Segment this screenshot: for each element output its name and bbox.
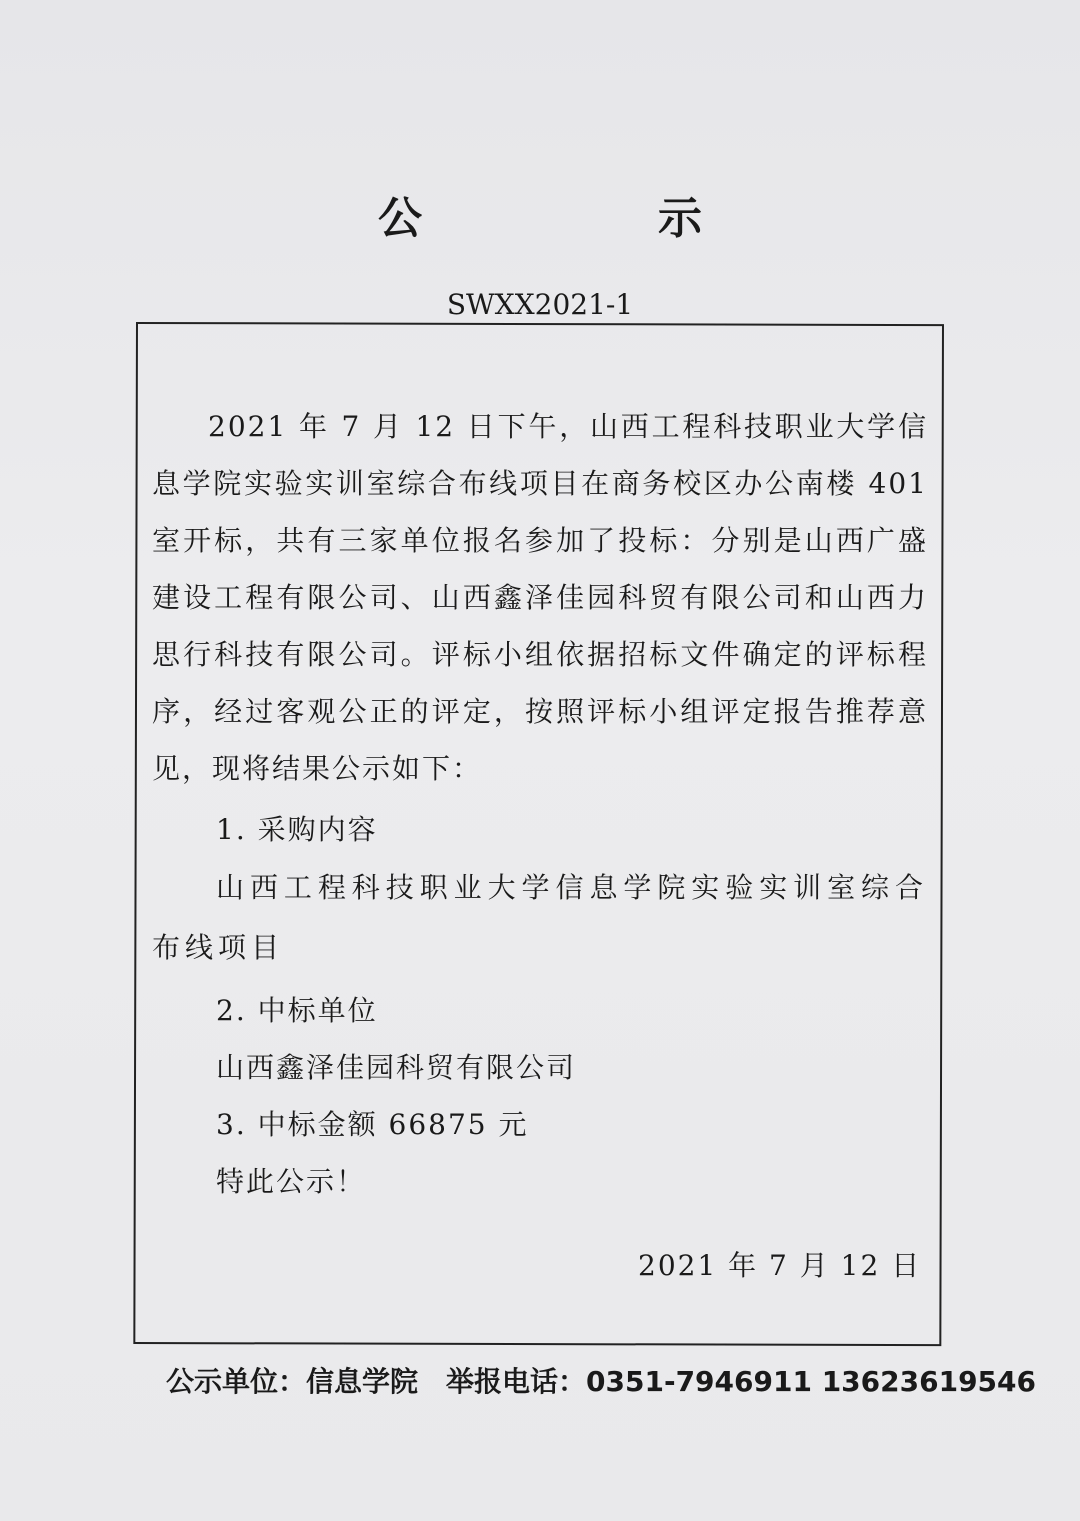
announcement-body [152, 398, 928, 1210]
item2-content: 山西鑫泽佳园科贸有限公司 [216, 1051, 577, 1084]
item2-heading: 2. 中标单位 [216, 994, 378, 1027]
item1-heading: 1. 采购内容 [216, 813, 378, 846]
footer-hotline: 举报电话：0351-7946911 13623619546 [446, 1365, 1036, 1398]
document-number: SWXX2021-1 [446, 288, 634, 321]
closing-text: 特此公示！ [216, 1165, 367, 1198]
item1-content: 山西工程科技职业大学信息学院实验实训室综合布线项目 [152, 871, 928, 964]
footer-unit: 公示单位：信息学院 [166, 1365, 419, 1398]
page-title: 公 示 [378, 193, 798, 244]
signature-date: 2021 年 7 月 12 日 [638, 1249, 922, 1282]
intro-paragraph: 2021 年 7 月 12 日下午，山西工程科技职业大学信息学院实验实训室综合布线项目在商务校区办公南楼 401 室开标，共有三家单位报名参加了投标：分别是山西广盛建设工程有限公司、山西鑫泽佳园科贸有限公司和山西力思行科技有限公司。评标小组依据招标文件确定的评标程序，经过客观公正的评定，按照评标小组评定报告推荐意见，现将结果公示如下： [152, 410, 928, 785]
item3-amount: 3. 中标金额 66875 元 [216, 1108, 529, 1141]
footer [166, 1360, 1036, 1400]
